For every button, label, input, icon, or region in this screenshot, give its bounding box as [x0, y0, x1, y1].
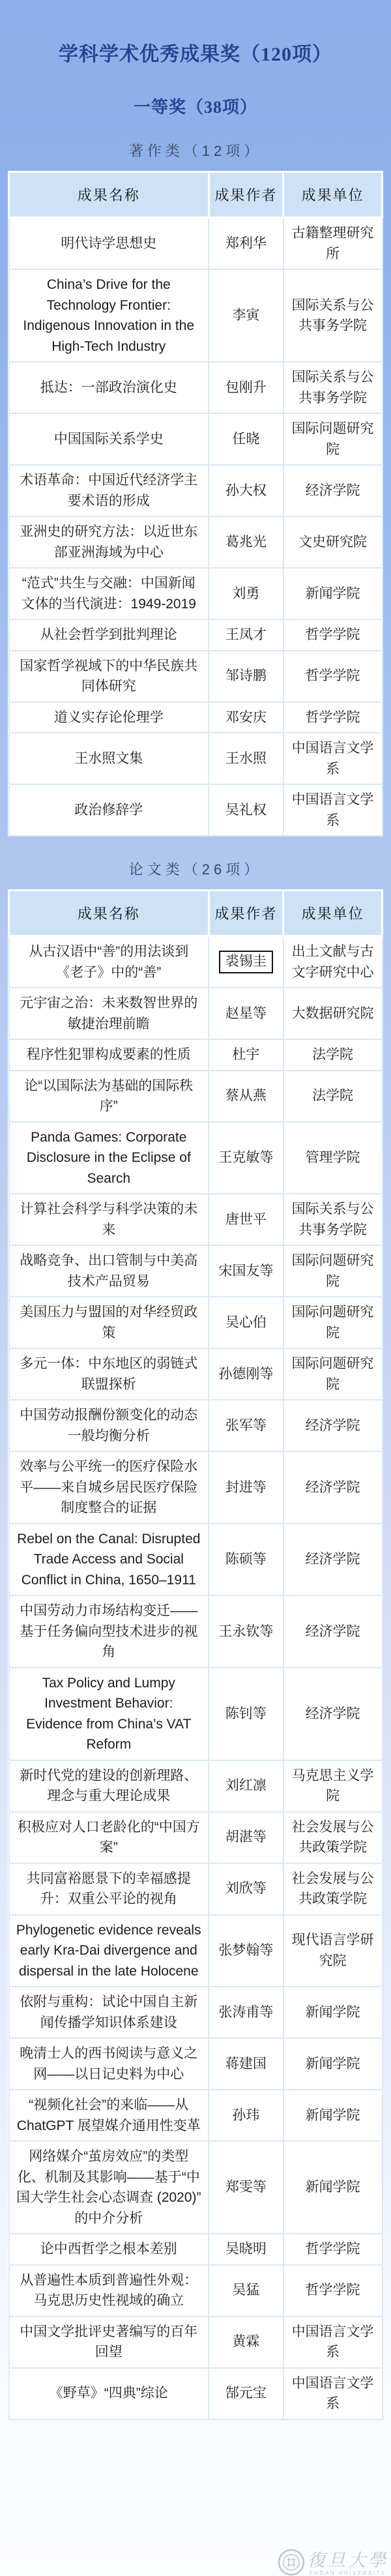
result-name: 多元一体：中东地区的弱链式联盟探析 — [9, 1348, 209, 1400]
table-row — [9, 1987, 383, 2038]
result-name: Rebel on the Canal: Disrupted Trade Access and Social Conflict in China, 1650–1911 — [9, 1524, 209, 1596]
table-row — [9, 2317, 383, 2368]
result-unit: 经济学院 — [283, 1668, 383, 1760]
result-author: 王水照 — [209, 733, 283, 784]
result-unit: 哲学学院 — [283, 2234, 383, 2265]
result-author: 宋国友等 — [209, 1245, 283, 1297]
table-row — [9, 1245, 383, 1297]
result-name: 政治修辞学 — [9, 784, 209, 836]
col-header-result-unit: 成果单位 — [283, 891, 383, 936]
table-row — [9, 1812, 383, 1863]
result-unit: 法学院 — [283, 1039, 383, 1071]
result-author: 裘锡圭 — [209, 936, 283, 988]
result-name: Panda Games: Corporate Disclosure in the Eclipse of Search — [9, 1122, 209, 1194]
result-unit: 经济学院 — [283, 1524, 383, 1596]
result-name: 国家哲学视域下的中华民族共同体研究 — [9, 651, 209, 702]
col-header-result-author: 成果作者 — [209, 172, 283, 218]
table-row — [9, 1348, 383, 1400]
result-name: Tax Policy and Lumpy Investment Behavior: Evidence from China’s VAT Reform — [9, 1668, 209, 1760]
table-row — [9, 702, 383, 733]
result-name: 元宇宙之治：未来数智世界的敏捷治理前瞻 — [9, 988, 209, 1039]
col-header-result-unit: 成果单位 — [283, 172, 383, 218]
result-author: 李寅 — [209, 269, 283, 362]
table-row — [9, 413, 383, 465]
result-unit: 现代语言学研究院 — [283, 1915, 383, 1987]
result-name: 从古汉语中“善”的用法谈到《老子》中的“善” — [9, 936, 209, 988]
result-unit: 古籍整理研究所 — [283, 218, 383, 270]
result-unit: 新闻学院 — [283, 2038, 383, 2090]
result-unit: 哲学学院 — [283, 2265, 383, 2317]
result-unit: 国际关系与公共事务学院 — [283, 362, 383, 413]
result-author: 张涛甫等 — [209, 1987, 283, 2038]
result-author: 陈硕等 — [209, 1524, 283, 1596]
result-author: 孙大权 — [209, 465, 283, 516]
result-author: 陈钊等 — [209, 1668, 283, 1760]
result-name: 网络媒介“茧房效应”的类型化、机制及其影响——基于“中国大学生社会心态调查 (2020)”的中介分析 — [9, 2141, 209, 2234]
result-name: 王水照文集 — [9, 733, 209, 784]
result-unit: 中国语言文学系 — [283, 2368, 383, 2420]
section-papers — [0, 859, 391, 2420]
result-unit: 新闻学院 — [283, 568, 383, 619]
result-name: 抵达：一部政治演化史 — [9, 362, 209, 413]
result-unit: 哲学学院 — [283, 619, 383, 651]
result-name: 中国劳动力市场结构变迁——基于任务偏向型技术进步的视角 — [9, 1595, 209, 1668]
table-row — [9, 1194, 383, 1245]
col-header-result-name: 成果名称 — [9, 891, 209, 936]
result-name: 道义实存论伦理学 — [9, 702, 209, 733]
result-unit: 马克思主义学院 — [283, 1760, 383, 1812]
result-name: China’s Drive for the Technology Frontier: Indigenous Innovation in the High-Tech Industry — [9, 269, 209, 362]
result-name: Phylogenetic evidence reveals early Kra-Dai divergence and dispersal in the late Holocene — [9, 1915, 209, 1987]
result-name: 美国压力与盟国的对华经贸政策 — [9, 1297, 209, 1348]
result-unit: 管理学院 — [283, 1122, 383, 1194]
result-author: 孙德刚等 — [209, 1348, 283, 1400]
table-row — [9, 2234, 383, 2265]
result-unit: 中国语言文学系 — [283, 733, 383, 784]
watermark-text — [308, 2552, 388, 2576]
table-row — [9, 362, 383, 413]
table-row — [9, 1039, 383, 1071]
result-author: 吴心伯 — [209, 1297, 283, 1348]
result-name: 从社会哲学到批判理论 — [9, 619, 209, 651]
result-author: 孙玮 — [209, 2090, 283, 2141]
table-row — [9, 1668, 383, 1760]
section-books — [0, 140, 391, 836]
result-name: 中国劳动报酬份额变化的动态一般均衡分析 — [9, 1400, 209, 1451]
table-header-row — [9, 172, 383, 218]
table-row — [9, 1760, 383, 1812]
result-name: 从普遍性本质到普遍性外观：马克思历史性视域的确立 — [9, 2265, 209, 2317]
result-author: 郜元宝 — [209, 2368, 283, 2420]
result-author: 王永钦等 — [209, 1595, 283, 1668]
table-row — [9, 733, 383, 784]
result-author: 包刚升 — [209, 362, 283, 413]
table-row — [9, 1297, 383, 1348]
result-name: 明代诗学思想史 — [9, 218, 209, 270]
result-unit: 经济学院 — [283, 465, 383, 516]
books-table — [8, 171, 383, 836]
result-author: 黄霖 — [209, 2317, 283, 2368]
result-unit: 经济学院 — [283, 1400, 383, 1451]
table-row — [9, 2368, 383, 2420]
result-unit: 国际关系与公共事务学院 — [283, 269, 383, 362]
result-unit: 经济学院 — [283, 1595, 383, 1668]
watermark-cn: 復旦大學 — [308, 2551, 388, 2570]
result-author: 赵星等 — [209, 988, 283, 1039]
result-name: 论中西哲学之根本差别 — [9, 2234, 209, 2265]
result-author: 张军等 — [209, 1400, 283, 1451]
result-name: 中国文学批评史著编写的百年回望 — [9, 2317, 209, 2368]
table-row — [9, 936, 383, 988]
result-unit: 中国语言文学系 — [283, 784, 383, 836]
result-name: “范式”共生与交融：中国新闻文体的当代演进：1949-2019 — [9, 568, 209, 619]
table-row — [9, 2090, 383, 2141]
watermark — [278, 2549, 388, 2576]
table-row — [9, 988, 383, 1039]
result-name: 共同富裕愿景下的幸福感提升：双重公平论的视角 — [9, 1863, 209, 1915]
result-unit: 社会发展与公共政策学院 — [283, 1863, 383, 1915]
table-row — [9, 568, 383, 619]
col-header-result-name: 成果名称 — [9, 172, 209, 218]
result-unit: 新闻学院 — [283, 2090, 383, 2141]
result-author: 刘红凛 — [209, 1760, 283, 1812]
award-level-heading: 一等奖（38项） — [133, 98, 257, 117]
table-row — [9, 465, 383, 516]
result-unit: 新闻学院 — [283, 2141, 383, 2234]
result-name: 依附与重构：试论中国自主新闻传播学知识体系建设 — [9, 1987, 209, 2038]
table-row — [9, 1451, 383, 1524]
result-unit: 国际问题研究院 — [283, 1348, 383, 1400]
result-author: 王克敏等 — [209, 1122, 283, 1194]
table-row — [9, 269, 383, 362]
table-row — [9, 1595, 383, 1668]
result-name: 积极应对人口老龄化的“中国方案” — [9, 1812, 209, 1863]
result-author: 胡湛等 — [209, 1812, 283, 1863]
result-author: 王凤才 — [209, 619, 283, 651]
result-name: “视频化社会”的来临——从 ChatGPT 展望媒介通用性变革 — [9, 2090, 209, 2141]
table-row — [9, 619, 383, 651]
result-author: 吴礼权 — [209, 784, 283, 836]
result-name: 亚洲史的研究方法：以近世东部亚洲海域为中心 — [9, 516, 209, 568]
table-row — [9, 1071, 383, 1122]
papers-table — [8, 889, 383, 2420]
result-name: 中国国际关系学史 — [9, 413, 209, 465]
result-name: 晚清士人的西书阅读与意义之网——以日记史料为中心 — [9, 2038, 209, 2090]
result-author: 唐世平 — [209, 1194, 283, 1245]
table-row — [9, 516, 383, 568]
result-name: 新时代党的建设的创新理路、理念与重大理论成果 — [9, 1760, 209, 1812]
section-heading-books: 著作类（12项） — [128, 143, 263, 159]
result-author: 封进等 — [209, 1451, 283, 1524]
result-author: 蒋建国 — [209, 2038, 283, 2090]
result-name: 《野草》“四典”综论 — [9, 2368, 209, 2420]
result-unit: 国际问题研究院 — [283, 1297, 383, 1348]
watermark-en: FUDAN UNIVERSITY — [310, 2570, 386, 2576]
result-author: 郑雯等 — [209, 2141, 283, 2234]
table-row — [9, 218, 383, 270]
table-row — [9, 651, 383, 702]
table-row — [9, 2038, 383, 2090]
result-author: 任晓 — [209, 413, 283, 465]
result-unit: 法学院 — [283, 1071, 383, 1122]
result-unit: 哲学学院 — [283, 702, 383, 733]
table-row — [9, 1524, 383, 1596]
result-author: 邹诗鹏 — [209, 651, 283, 702]
result-author: 刘欣等 — [209, 1863, 283, 1915]
result-unit: 新闻学院 — [283, 1987, 383, 2038]
result-unit: 国际问题研究院 — [283, 413, 383, 465]
col-header-result-author: 成果作者 — [209, 891, 283, 936]
table-row — [9, 784, 383, 836]
table-header-row — [9, 891, 383, 936]
result-author: 郑利华 — [209, 218, 283, 270]
result-author: 张梦翰等 — [209, 1915, 283, 1987]
result-unit: 经济学院 — [283, 1451, 383, 1524]
result-unit: 国际关系与公共事务学院 — [283, 1194, 383, 1245]
table-row — [9, 1122, 383, 1194]
result-author: 邓安庆 — [209, 702, 283, 733]
result-name: 效率与公平统一的医疗保险水平——来自城乡居民医疗保险制度整合的证据 — [9, 1451, 209, 1524]
result-unit: 大数据研究院 — [283, 988, 383, 1039]
table-row — [9, 2141, 383, 2234]
result-author: 杜宇 — [209, 1039, 283, 1071]
result-name: 程序性犯罪构成要素的性质 — [9, 1039, 209, 1071]
university-seal-icon — [278, 2549, 305, 2576]
result-name: 论“以国际法为基础的国际秩序” — [9, 1071, 209, 1122]
result-unit: 国际问题研究院 — [283, 1245, 383, 1297]
result-author: 刘勇 — [209, 568, 283, 619]
page-title: 学科学术优秀成果奖（120项） — [59, 44, 332, 65]
table-row — [9, 1863, 383, 1915]
result-name: 计算社会科学与科学决策的未来 — [9, 1194, 209, 1245]
table-row — [9, 1400, 383, 1451]
result-author: 葛兆光 — [209, 516, 283, 568]
result-name: 战略竞争、出口管制与中美高技术产品贸易 — [9, 1245, 209, 1297]
table-row — [9, 2265, 383, 2317]
result-author: 吴猛 — [209, 2265, 283, 2317]
result-unit: 哲学学院 — [283, 651, 383, 702]
result-unit: 中国语言文学系 — [283, 2317, 383, 2368]
table-row — [9, 1915, 383, 1987]
result-name: 术语革命：中国近代经济学主要术语的形成 — [9, 465, 209, 516]
result-author: 蔡从燕 — [209, 1071, 283, 1122]
result-unit: 社会发展与公共政策学院 — [283, 1812, 383, 1863]
result-unit: 文史研究院 — [283, 516, 383, 568]
result-author: 吴晓明 — [209, 2234, 283, 2265]
result-unit: 出土文献与古文字研究中心 — [283, 936, 383, 988]
section-heading-papers: 论文类（26项） — [128, 861, 263, 878]
